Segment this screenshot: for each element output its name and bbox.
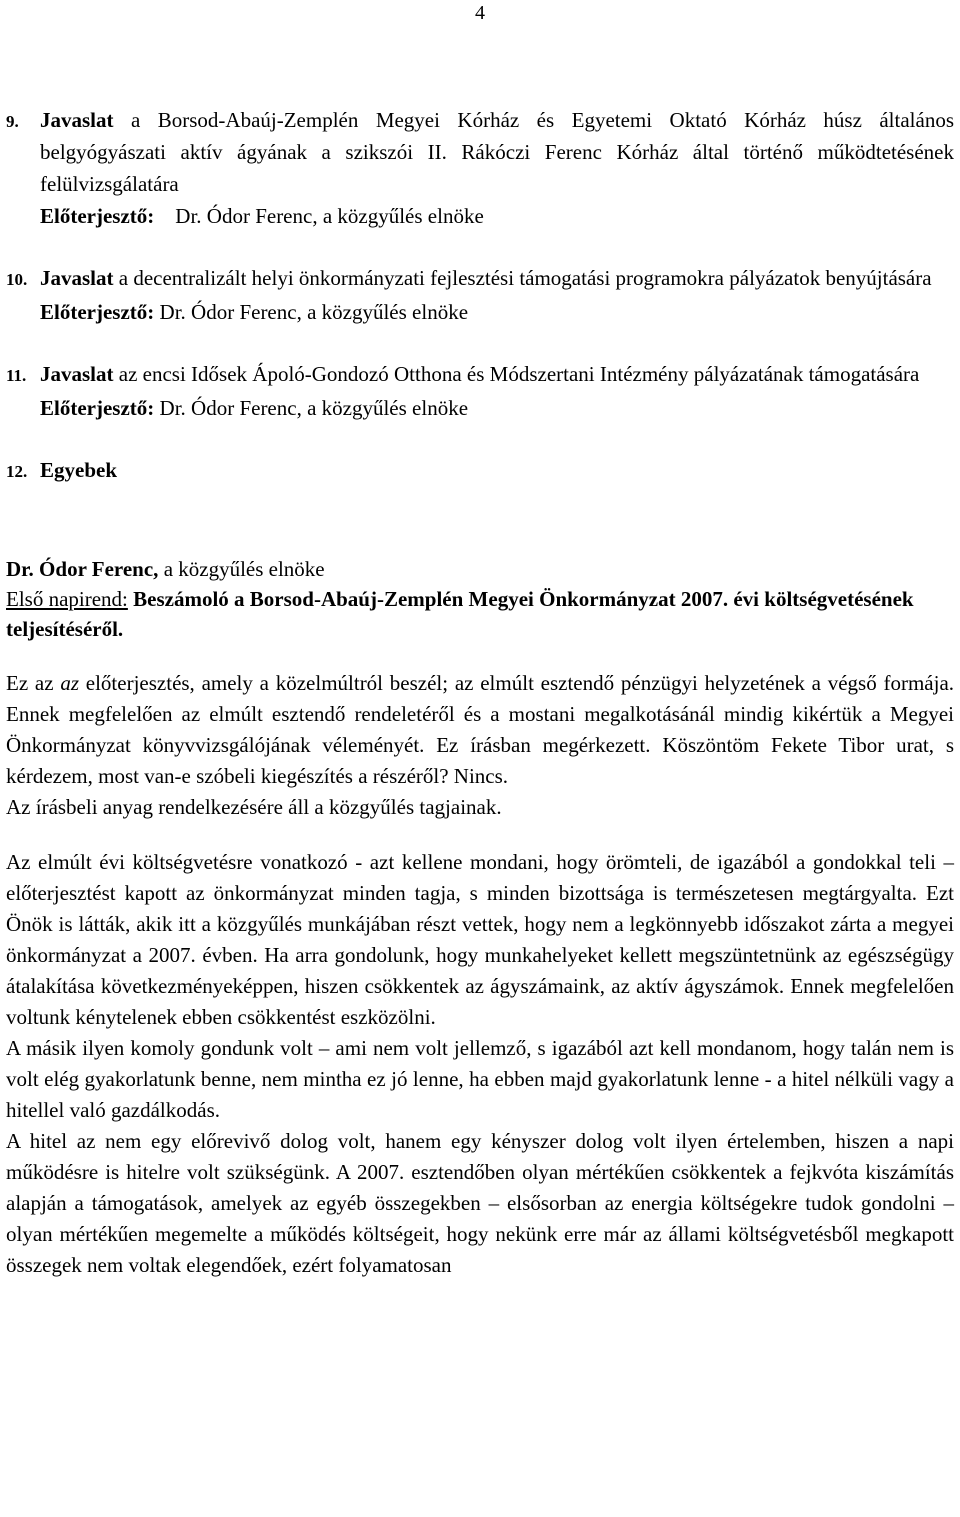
agenda-item-title-text: az encsi Idősek Ápoló-Gondozó Otthona és Módszertani Intézmény pályázatának támogatására (118, 362, 920, 386)
agenda-item-title-bold: Egyebek (40, 458, 118, 482)
agenda-item-number: 11. (6, 366, 27, 385)
speaker-line (6, 554, 954, 584)
presenter-name: Dr. Ódor Ferenc, a közgyűlés elnöke (159, 300, 469, 324)
agenda-item-title (40, 358, 954, 390)
paragraph-1-rest: előterjesztés, amely a közelmúltról beszél; az elmúlt esztendő pénzügyi helyzetének a végső formája. Ennek megfelelően az elmúlt esztendő rendeletéről és a mostani megalkotásánál mindig kikértük a Megyei Önkormányzat könyvvizsgálójának véleményét. Ez írásban megérkezett. Köszöntöm Fekete Tibor urat, s kérdezem, most van-e szóbeli kiegészítés a részéről? Nincs. (6, 671, 955, 788)
speaker-block (6, 554, 954, 644)
agenda-item-title-bold: Javaslat (40, 266, 114, 290)
agenda-item-12 (6, 454, 954, 488)
agenda-item-title (40, 262, 954, 294)
agenda-heading (6, 584, 954, 644)
speaker-name: Dr. Ódor Ferenc, (6, 557, 159, 581)
agenda-item-presenter (6, 392, 954, 424)
paragraph-1-italic: az (60, 671, 80, 695)
paragraph-4: A másik ilyen komoly gondunk volt – ami nem volt jellemző, s igazából azt kell mondanom, hogy talán nem is volt elég gyakorlatunk benne, nem mintha ez jó lenne, ha ebben majd gyakorlatunk lenne - a hitel nélküli vagy a hitellel való gazdálkodás. (6, 1036, 954, 1122)
page-number: 4 (475, 2, 485, 24)
agenda-item-number: 10. (6, 270, 28, 289)
paragraph-1 (6, 668, 954, 792)
document-body (6, 104, 954, 1281)
paragraph-3: Az elmúlt évi költségvetésre vonatkozó - azt kellene mondani, hogy örömteli, de igazából a gondokkal teli – előterjesztést kapott az önkormányzat minden tagja, s minden bizottsága is természetesen megtárgyalta. Ezt Önök is látták, akik itt a közgyűlés munkájában részt vettek, hogy nem a legkönnyebb időszakot zárta a megyei önkormányzat a 2007. évben. Ha arra gondolunk, hogy munkahelyeket kellett megszüntetnünk az egészségügy átalakítása következményeképpen, hiszen csökkentek az ágyszámaink, az aktív ágyszámok. Ennek megfelelően voltunk kénytelenek ebben csökkentést eszközölni. (6, 850, 954, 1029)
presenter-label: Előterjesztő: (40, 396, 155, 420)
presenter-name: Dr. Ódor Ferenc, a közgyűlés elnöke (175, 204, 484, 228)
agenda-item-presenter (6, 296, 954, 328)
speaker-role: a közgyűlés elnöke (163, 557, 325, 581)
agenda-item-title-text: a Borsod-Abaúj-Zemplén Megyei Kórház és Egyetemi Oktató Kórház húsz általános belgyógyászati aktív ágyának a szikszói II. Rákóczi Ferenc Kórház által történő működtetésének felülvizsgálatára (40, 108, 955, 196)
agenda-item-11 (6, 358, 954, 424)
presenter-name: Dr. Ódor Ferenc, a közgyűlés elnöke (159, 396, 469, 420)
agenda-item-title (40, 104, 954, 200)
agenda-item-title-text: a decentralizált helyi önkormányzati fejlesztési támogatási programokra pályázatok benyújtására (118, 266, 932, 290)
agenda-item-10 (6, 262, 954, 328)
paragraph-2: Az írásbeli anyag rendelkezésére áll a közgyűlés tagjainak. (6, 795, 502, 819)
agenda-item-title-bold: Javaslat (40, 108, 114, 132)
agenda-item-number: 12. (6, 462, 28, 481)
agenda-item-9 (6, 104, 954, 232)
agenda-heading-title: Beszámoló a Borsod-Abaúj-Zemplén Megyei Önkormányzat 2007. évi költségvetésének teljesítéséről. (6, 587, 914, 641)
paragraph-1-start: Ez az (6, 671, 54, 695)
agenda-item-title-bold: Javaslat (40, 362, 114, 386)
agenda-item-number: 9. (6, 112, 19, 131)
agenda-heading-label: Első napirend: (6, 587, 128, 611)
presenter-label: Előterjesztő: (40, 204, 155, 228)
agenda-item-presenter (6, 200, 954, 232)
presenter-label: Előterjesztő: (40, 300, 155, 324)
paragraph-5: A hitel az nem egy előrevivő dolog volt, hanem egy kényszer dolog volt ilyen értelemben, hiszen a napi működésre is hitelre volt szükségünk. A 2007. esztendőben olyan mértékűen csökkentek a fejkvóta kiszámítás alapján a támogatások, amelyek az egyéb összegekben – elsősorban az energia költségekre tudok gondolni – olyan mértékűen megemelte a működés költségeit, hogy nekünk erre már az állami költségvetésből megkapott összegek nem voltak elegendőek, ezért folyamatosan (6, 1129, 954, 1277)
